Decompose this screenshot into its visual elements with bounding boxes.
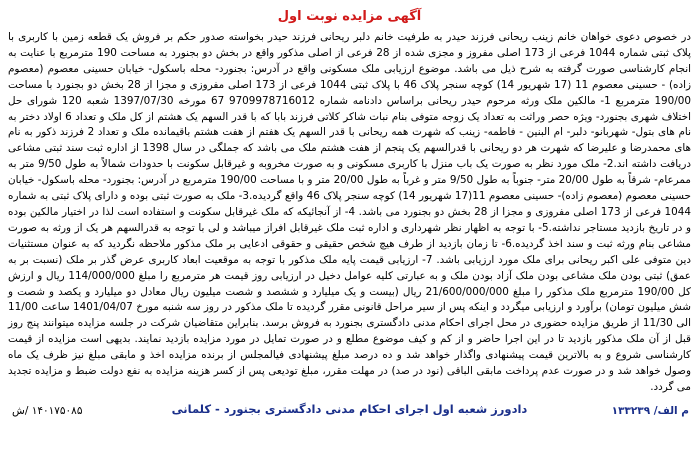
notice-footer xyxy=(8,401,691,441)
notice-title: آگهی مزایده نوبت اول xyxy=(277,9,422,24)
notice-body: در خصوص دعوی خواهان خانم زینب ریحانی فرزند حیدر به طرفیت خانم دلبر ریحانی فرزند حیدر بخواسته صدور حکم بر فروش یک قطعه زمین با کاربری با پلاک ثبتی شماره 1044 فرعی از 173 اصلی مفروز و مجزی شده از 28 فرعی از اصلی مذکور واقع در بخش دو بجنورد به مساحت 190 مترمربع با عنایت به انجام کارشناسی صورت گرفته به شرح ذیل می باشد. موضوع ارزیابی ملک مسکونی واقع در آدرس: بجنورد- محله باسکول- خیابان حسینی معصوم (معصوم زاده) - حسینی معصوم 11 (17 شهریور 14) کوچه سنجر پلاک 46 با پلاک ثبتی 1044 فرعی از 173 اصلی مفروزی و مجزا از 28 بخش دو بجنورد با مساحت 190/00 مترمربع 1- مالکین ملک ورثه مرحوم حیدر ریحانی براساس دادنامه شماره 9709978716012 67 مورخه 1397/07/30 شعبه 120 شورای حل اختلاف شهری بجنورد- ویژه حصر وراثت به تعداد یک زوجه متوفی بنام نبات شاکر کلاتی فرزند بابا که با قدر السهم یک هشتم از کل ملک و تعداد 6 اولاد دختر به نام های بتول- شهربانو- دلبر- ام البنین - فاطمه- زینب که شهرت همه ریحانی با قدر السهم یک هفتم از هفت هشتم باقیمانده ملک و تعداد 2 فرزند ذکور به نام های محمدرضا و علیرضا که شهرت هر دو ریحانی با قدرالسهم یک پنجم از هفت هشتم ملک می باشد که جملگی در سال 1398 از اداره ثبت سند ثبتی مشاعی دریافت داشته اند.2- ملک مورد نظر به صورت یک باب منزل با کاربری مسکونی و به صورت مخروبه و غیرقابل سکونت با حدودات شمالاً به طول 9/50 متر به ممرعام- شرقاً به طول 20/00 متر- جنوباً به طول 9/50 متر و غرباً به طول 20/00 متر و با مساحت 190/00 مترمربع در آدرس: بجنورد- محله باسکول- خیابان حسینی معصوم (معصوم زاده)- حسینی معصوم 11(17 شهریور 14) کوچه سنجر پلاک 46 واقع گردیده.3- ملک به صورت ثبتی بوده و دارای پلاک ثبتی به شماره 1044 فرعی از 173 اصلی مفروزی و مجزا از 28 بخش دو بجنورد می باشد. 4- از آنجائیکه که ملک غیرقابل سکونت و استفاده است لذا در اختیار مالکین بوده و در تاریخ بازدید مستاجر نداشته.5- با توجه به اظهار نظر شهرداری و اداره ثبت ملک غیرقابل افراز میباشد و لی با توجه به قدرالسهم هر یک از ورثه به صورت مشاعی بنام ورثه ثبت و سند اخذ گردیده.6- تا زمان بازدید از طرف هیچ شخص حقیقی و حقوقی ادعایی بر ملک مذکور ملاحظه نگردید که به عنوان مستثنیات دین متوفی علی اکبر ریحانی برای ملک مورد ارزیابی باشد. 7- ارزیابی قیمت پایه ملک مذکور با توجه به موقعیت ابعاد کاربری عرض گذر بر ملک (نسبت بر به عمق) ثبتی بودن ملک مشاعی بودن ملک آزاد بودن ملک و به عبارتی کلیه عوامل دخیل در ارزیابی روز قیمت هر مترمربع را مبلغ 114/000/000 ریال و ارزش کل 190/00 مترمربع ملک مذکور را مبلغ 21/600/000/000 ریال (بیست و یک میلیارد و ششصد و شصت میلیون ریال معادل دو میلیارد و یکصد و شصت و شش میلیون تومان) برآورد و ارزیابی میگردد و اینکه پس از سیر مراحل قانونی مقرر گردیده تا ملک مذکور در روز سه شنبه مورخ 1401/04/07 ساعت 11/00 الی 11/30 از طریق مزایده حضوری در محل اجرای احکام مدنی دادگستری بجنورد به فروش برسد. بنابراین متقاضیان شرکت در جلسه مزایده میتوانند پنج روز قبل از آن ملک مذکور بازدید تا در این اجرا حاضر و از کم و کیف موضوع مطلع و در صورت تمایل در مورد مزایده بازدید نمایند. بدیهی است مزایده از قیمت کارشناسی شروع و به بالاترین قیمت پیشنهادی واگذار خواهد شد و ده درصد مبلغ پیشنهادی فیالمجلس از برنده مزایده اخذ و مابقی مبلغ نیز ظرف یک ماه وصول خواهد شد و در صورت عدم پرداخت مابقی الباقی (نود در صد) در مهلت مقرر، مبلغ تودیعی پس از کسر هزینه مزایده به نفع دولت ضبط و مزایده تجدید می گردد. xyxy=(8,31,692,393)
reference-number: ۱۴۰۱۷۵۰۸۵ /ش xyxy=(12,405,83,417)
issuer-signature: دادورز شعبه اول اجرای احکام مدنی دادگستری بجنورد - کلمانی xyxy=(171,402,528,416)
ad-code: م الف/ ۱۳۳۲۳۹ xyxy=(611,405,689,417)
